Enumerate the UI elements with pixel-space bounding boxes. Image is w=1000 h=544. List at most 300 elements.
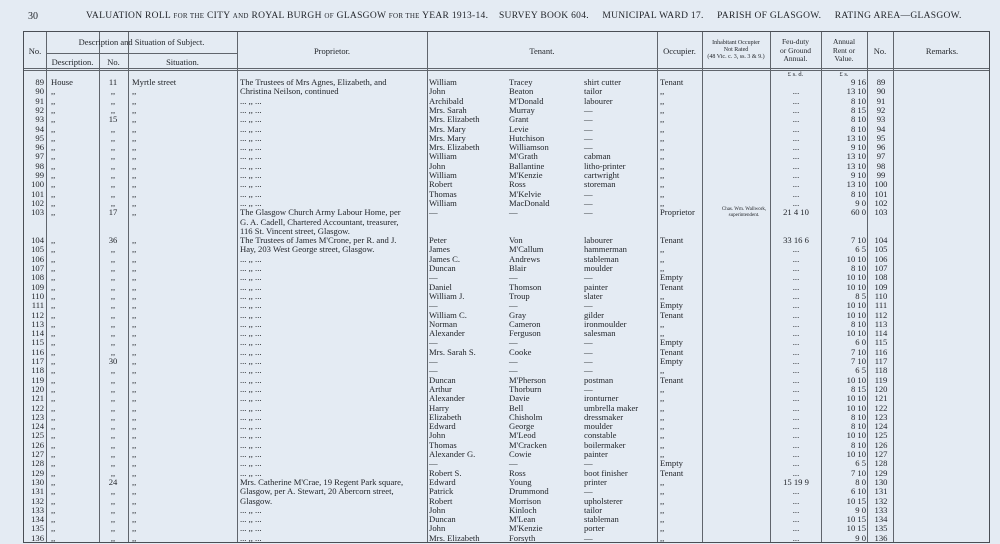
cell-prop: ... ,, ... <box>240 160 262 171</box>
survey-book: SURVEY BOOK 604. <box>498 11 589 21</box>
cell-occ: constable <box>584 430 617 441</box>
cell-occ: porter <box>584 523 605 534</box>
cell-desc: ,, <box>51 439 56 450</box>
cell-desc: ,, <box>51 328 56 339</box>
cell-no2: 93 <box>876 114 886 125</box>
cell-sur: Cameron <box>509 318 541 329</box>
cell-occupier: ,, <box>660 430 665 441</box>
cell-occ: — <box>584 104 593 115</box>
cell-occupier: Tenant <box>660 281 684 292</box>
factor-note: Chas. Wm. Wallwork, superintendent. <box>721 207 767 218</box>
cell-occ: — <box>584 132 593 143</box>
cell-prop: Hay, 203 West George street, Glasgow. <box>240 244 375 255</box>
title-for-the: FOR THE <box>173 12 205 20</box>
cell-occupier: ,, <box>660 170 665 180</box>
cell-first: Duncan <box>429 374 456 385</box>
cell-rent: 8 10 <box>850 421 866 432</box>
header-bottom-rule <box>24 68 989 69</box>
table-row <box>24 87 989 96</box>
cell-first: William <box>429 77 457 87</box>
cell-occ: — <box>584 123 593 134</box>
table-row <box>24 459 989 468</box>
cell-sur: Thorburn <box>509 383 542 394</box>
cell-rent: 10 10 <box>846 272 866 283</box>
cell-prop: ... ,, ... <box>240 290 262 301</box>
cell-first: James <box>429 244 451 255</box>
table-row <box>24 115 989 124</box>
cell-no2: 134 <box>874 514 888 525</box>
cell-no: 121 <box>31 393 44 404</box>
cell-feu: 21 4 10 <box>783 207 809 218</box>
cell-feu: ... <box>792 281 800 292</box>
cell-no: 113 <box>31 318 44 329</box>
cell-rent: 6 5 <box>855 244 866 255</box>
cell-dno: ,, <box>110 383 116 394</box>
cell-no2: 102 <box>874 197 888 208</box>
cell-rent: 13 10 <box>846 160 866 171</box>
municipal-ward: MUNICIPAL WARD 17. <box>602 11 704 21</box>
header-inhabitant-line1: Inhabitant Occupier <box>712 40 760 46</box>
cell-no: 120 <box>31 383 44 394</box>
cell-sur: Ballantine <box>509 160 545 171</box>
cell-desc: House <box>51 77 73 87</box>
cell-dno: ,, <box>110 300 116 311</box>
cell-sit: ,, <box>132 421 137 432</box>
cell-sur: George <box>509 421 535 432</box>
cell-no: 94 <box>35 123 44 134</box>
cell-feu: ... <box>792 439 800 450</box>
cell-occ: — <box>584 458 593 469</box>
header-inhabitant <box>702 40 770 61</box>
cell-sit: ,, <box>132 188 137 199</box>
cell-occ: salesman <box>584 328 616 339</box>
cell-occ: ironmoulder <box>584 318 627 329</box>
cell-desc: ,, <box>51 300 56 311</box>
cell-sit: ,, <box>132 449 137 459</box>
cell-rent: 13 10 <box>846 179 866 190</box>
table-row <box>24 208 989 217</box>
header-rent-line1: Annual <box>832 37 856 46</box>
cell-no: 106 <box>31 253 44 264</box>
cell-dno: ,, <box>110 86 116 97</box>
cell-occ: slater <box>584 290 603 301</box>
cell-occ: cartwright <box>584 170 620 180</box>
cell-no2: 101 <box>874 188 888 199</box>
cell-occ: dressmaker <box>584 411 624 422</box>
title-of: OF <box>324 12 334 20</box>
cell-sit: ,, <box>132 476 137 487</box>
cell-desc: ,, <box>51 467 56 478</box>
cell-prop: ... ,, ... <box>240 309 262 320</box>
cell-sit: ,, <box>132 532 137 543</box>
cell-occupier: ,, <box>660 365 665 376</box>
cell-no: 103 <box>31 207 44 218</box>
cell-feu: ... <box>792 467 800 478</box>
cell-occ: boot finisher <box>584 467 628 478</box>
cell-no: 102 <box>31 197 44 208</box>
cell-dno: ,, <box>110 290 116 301</box>
header-rent-line2: Rent or <box>832 45 856 55</box>
header-situation: Situation. <box>166 57 199 67</box>
cell-sur: Bell <box>509 402 524 413</box>
cell-prop: ... ,, ... <box>240 532 262 543</box>
header-proprietor: Proprietor. <box>313 46 351 56</box>
cell-feu: ... <box>792 151 800 162</box>
cell-desc: ,, <box>51 309 56 320</box>
cell-no2: 123 <box>874 411 888 422</box>
cell-dno: ,, <box>110 309 116 320</box>
cell-rent: 7 10 <box>850 356 866 366</box>
cell-first: Mrs. Mary <box>429 132 466 143</box>
cell-rent: 10 15 <box>846 514 866 525</box>
cell-desc: ,, <box>51 523 56 534</box>
cell-feu: ... <box>792 132 800 143</box>
table-row <box>24 190 989 199</box>
cell-rent: 10 10 <box>846 449 866 459</box>
cell-rent: 10 10 <box>846 309 866 320</box>
cell-first: William C. <box>429 309 467 320</box>
cell-occupier: Empty <box>660 458 683 469</box>
cell-desc: ,, <box>51 179 56 190</box>
cell-prop: ... ,, ... <box>240 383 262 394</box>
cell-no: 104 <box>31 235 44 246</box>
cell-no: 93 <box>35 114 44 125</box>
cell-no: 95 <box>35 132 44 143</box>
table-row <box>24 180 989 189</box>
cell-desc: ,, <box>51 449 56 459</box>
cell-no: 90 <box>35 86 44 97</box>
cell-dno: ,, <box>110 160 116 171</box>
cell-occupier: Tenant <box>660 309 684 320</box>
cell-first: — <box>429 300 438 311</box>
cell-no2: 129 <box>874 467 888 478</box>
cell-desc: ,, <box>51 504 56 515</box>
cell-feu: ... <box>792 188 800 199</box>
cell-occ: postman <box>584 374 614 385</box>
cell-first: Daniel <box>429 281 452 292</box>
cell-no: 126 <box>31 439 44 450</box>
cell-desc: ,, <box>51 514 56 525</box>
cell-sur: Cowie <box>509 449 532 459</box>
cell-occupier: Tenant <box>660 374 684 385</box>
table-row <box>24 255 989 264</box>
parish: PARISH OF GLASGOW. <box>717 11 822 21</box>
cell-dno: ,, <box>110 272 116 283</box>
cell-occ: — <box>584 188 593 199</box>
cell-prop: ... ,, ... <box>240 439 262 450</box>
cell-desc: ,, <box>51 207 56 218</box>
cell-occ: gilder <box>584 309 605 320</box>
cell-sur: Davie <box>509 393 530 404</box>
cell-dno: ,, <box>110 253 116 264</box>
cell-first: Edward <box>429 421 456 432</box>
cell-dno: ,, <box>110 337 116 348</box>
cell-desc: ,, <box>51 272 56 283</box>
table-row <box>24 273 989 282</box>
cell-sur: M'Grath <box>509 151 538 162</box>
cell-first: Mrs. Sarah S. <box>429 346 476 357</box>
cell-feu: ... <box>792 458 800 469</box>
cell-no: 116 <box>31 346 44 357</box>
cell-occ: cabman <box>584 151 611 162</box>
cell-sur: M'Kenzie <box>509 170 543 180</box>
cell-no: 96 <box>35 142 44 153</box>
cell-prop: ... ,, ... <box>240 411 262 422</box>
cell-sur: Morrison <box>509 495 541 506</box>
cell-prop: ... ,, ... <box>240 374 262 385</box>
cell-no: 101 <box>31 188 44 199</box>
cell-first: John <box>429 523 446 534</box>
cell-dno: ,, <box>110 532 116 543</box>
cell-first: Mrs. Mary <box>429 123 466 134</box>
roll-title <box>86 11 962 21</box>
header-no-2: No. <box>873 46 887 56</box>
cell-occupier: Tenant <box>660 77 684 87</box>
cell-sit: ,, <box>132 402 137 413</box>
cell-occ: ironturner <box>584 393 619 404</box>
cell-no: 130 <box>31 476 44 487</box>
cell-first: James C. <box>429 253 461 264</box>
cell-desc: ,, <box>51 495 56 506</box>
cell-sur: M'Lean <box>509 514 536 525</box>
cell-occ: — <box>584 346 593 357</box>
cell-sit: ,, <box>132 356 137 366</box>
cell-prop: ... ,, ... <box>240 467 262 478</box>
cell-feu: 15 19 9 <box>783 476 809 487</box>
header-occupier: Occupier. <box>663 46 696 56</box>
title-year: YEAR 1913-14. <box>422 11 489 21</box>
cell-dno: ,, <box>110 458 116 469</box>
cell-desc: ,, <box>51 86 56 97</box>
cell-no2: 95 <box>876 132 886 143</box>
cell-no2: 124 <box>874 421 888 432</box>
cell-prop: ... ,, ... <box>240 151 262 162</box>
cell-occupier: ,, <box>660 104 665 115</box>
cell-no: 105 <box>31 244 44 255</box>
table-row <box>24 441 989 450</box>
cell-feu: ... <box>792 104 800 115</box>
cell-no: 107 <box>31 263 44 273</box>
cell-rent: 10 15 <box>846 495 866 506</box>
cell-feu: ... <box>792 421 800 432</box>
cell-sur: Young <box>509 476 532 487</box>
cell-occupier: ,, <box>660 514 665 525</box>
cell-rent: 8 0 <box>855 476 866 487</box>
cell-prop: ... ,, ... <box>240 123 262 134</box>
cell-no2: 130 <box>874 476 888 487</box>
cell-dno: ,, <box>110 486 116 497</box>
cell-no2: 99 <box>876 170 886 180</box>
cell-occ: umbrella maker <box>584 402 639 413</box>
cell-desc: ,, <box>51 132 56 143</box>
cell-desc: ,, <box>51 123 56 134</box>
table-row <box>24 487 989 496</box>
cell-rent: 6 5 <box>855 365 866 376</box>
cell-no2: 109 <box>874 281 888 292</box>
cell-first: Mrs. Elizabeth <box>429 142 480 153</box>
cell-feu: ... <box>792 160 800 171</box>
cell-rent: 7 10 <box>850 346 866 357</box>
cell-rent: 13 10 <box>846 132 866 143</box>
cell-sur: Ferguson <box>509 328 541 339</box>
cell-sur: M'Pherson <box>509 374 546 385</box>
cell-occupier: ,, <box>660 253 665 264</box>
cell-first: Peter <box>429 235 447 246</box>
cell-no: 127 <box>31 449 44 459</box>
table-row <box>24 227 989 236</box>
cell-sit: ,, <box>132 235 137 246</box>
cell-prop: ... ,, ... <box>240 104 262 115</box>
cell-no2: 97 <box>876 151 886 162</box>
cell-occ: painter <box>584 449 608 459</box>
cell-dno: ,, <box>110 281 116 292</box>
header-description-situation: Description and Situation of Subject. <box>78 37 205 47</box>
cell-prop: The Trustees of James M'Crone, per R. and J. <box>240 235 397 246</box>
header-feu-line2: or Ground <box>779 45 812 55</box>
cell-no2: 100 <box>874 179 888 190</box>
cell-prop: ... ,, ... <box>240 328 262 339</box>
cell-occupier: Proprietor <box>660 207 695 218</box>
cell-desc: ,, <box>51 188 56 199</box>
cell-occupier: Empty <box>660 337 683 348</box>
cell-first: — <box>429 272 438 283</box>
cell-sur: M'Kelvie <box>509 188 542 199</box>
cell-prop: The Glasgow Church Army Labour Home, per <box>240 207 401 218</box>
cell-rent: 8 10 <box>850 123 866 134</box>
cell-no2: 98 <box>876 160 886 171</box>
cell-feu: ... <box>792 318 800 329</box>
table-row <box>24 245 989 254</box>
cell-no: 118 <box>31 365 44 376</box>
cell-no2: 136 <box>874 532 888 543</box>
cell-sur: Gray <box>509 309 527 320</box>
cell-feu: ... <box>792 309 800 320</box>
cell-desc: ,, <box>51 235 56 246</box>
cell-feu: ... <box>792 123 800 134</box>
cell-no: 108 <box>31 272 44 283</box>
cell-occ: — <box>584 272 593 283</box>
cell-feu: ... <box>792 495 800 506</box>
table-row <box>24 236 989 245</box>
cell-occupier: ,, <box>660 179 665 190</box>
cell-prop: ... ,, ... <box>240 504 262 515</box>
cell-feu: ... <box>792 179 800 190</box>
cell-rent: 8 10 <box>850 318 866 329</box>
cell-no2: 132 <box>874 495 888 506</box>
table-row <box>24 515 989 524</box>
table-row <box>24 524 989 533</box>
cell-prop: ... ,, ... <box>240 300 262 311</box>
cell-no2: 128 <box>874 458 888 469</box>
table-row <box>24 413 989 422</box>
header-feu-line3: Annual. <box>783 54 808 63</box>
cell-no: 128 <box>31 458 44 469</box>
cell-occupier: ,, <box>660 197 665 208</box>
cell-feu: ... <box>792 86 800 97</box>
cell-first: John <box>429 504 446 515</box>
cell-rent: 6 5 <box>855 458 866 469</box>
cell-sur: Ross <box>509 179 526 190</box>
cell-prop: ... ,, ... <box>240 402 262 413</box>
table-row <box>24 152 989 161</box>
cell-occupier: Tenant <box>660 235 684 246</box>
cell-occupier: ,, <box>660 393 665 404</box>
cell-dno: 24 <box>108 476 118 487</box>
cell-sur: — <box>509 272 518 283</box>
cell-occ: — <box>584 532 593 543</box>
cell-feu: ... <box>792 523 800 534</box>
cell-feu: ... <box>792 170 800 180</box>
cell-feu: 33 16 6 <box>783 235 809 246</box>
cell-desc: ,, <box>51 374 56 385</box>
cell-rent: 6 10 <box>850 486 866 497</box>
cell-feu: ... <box>792 346 800 357</box>
cell-sit: ,, <box>132 132 137 143</box>
cell-dno: ,, <box>110 318 116 329</box>
cell-no2: 91 <box>876 95 886 106</box>
cell-dno: ,, <box>110 197 116 208</box>
cell-desc: ,, <box>51 402 56 413</box>
cell-rent: 7 10 <box>850 467 866 478</box>
cell-desc: ,, <box>51 318 56 329</box>
cell-prop: ... ,, ... <box>240 514 262 525</box>
table-row <box>24 338 989 347</box>
cell-prop: ... ,, ... <box>240 179 262 190</box>
cell-sit: ,, <box>132 439 137 450</box>
cell-sit: ,, <box>132 300 137 311</box>
cell-no: 122 <box>31 402 44 413</box>
cell-sur: Forsyth <box>509 532 536 543</box>
table-row <box>24 162 989 171</box>
cell-sit: ,, <box>132 207 137 218</box>
cell-rent: 8 5 <box>855 290 866 301</box>
cell-sit: ,, <box>132 365 137 376</box>
cell-desc: ,, <box>51 263 56 273</box>
cell-rent: 8 15 <box>850 104 866 115</box>
header-description: Description. <box>51 57 94 67</box>
cell-no2: 121 <box>874 393 888 404</box>
cell-dno: ,, <box>110 467 116 478</box>
cell-occ: hammerman <box>584 244 627 255</box>
cell-sit: ,, <box>132 160 137 171</box>
cell-rent: 10 10 <box>846 393 866 404</box>
cell-dno: ,, <box>110 411 116 422</box>
cell-dno: ,, <box>110 495 116 506</box>
cell-sur: — <box>509 356 518 366</box>
table-row <box>24 376 989 385</box>
cell-first: John <box>429 430 446 441</box>
cell-sur: Tracey <box>509 77 533 87</box>
cell-sit: ,, <box>132 458 137 469</box>
cell-desc: ,, <box>51 356 56 366</box>
cell-desc: ,, <box>51 411 56 422</box>
cell-no2: 125 <box>874 430 888 441</box>
cell-prop: ... ,, ... <box>240 95 262 106</box>
cell-rent: 9 0 <box>855 504 866 515</box>
cell-desc: ,, <box>51 532 56 543</box>
cell-desc: ,, <box>51 253 56 264</box>
cell-occupier: ,, <box>660 142 665 153</box>
cell-desc: ,, <box>51 290 56 301</box>
cell-first: Thomas <box>429 188 457 199</box>
cell-occupier: ,, <box>660 411 665 422</box>
cell-occupier: ,, <box>660 421 665 432</box>
cell-desc: ,, <box>51 383 56 394</box>
cell-prop: ... ,, ... <box>240 458 262 469</box>
cell-prop: Mrs. Catherine M'Crae, 19 Regent Park square, <box>240 476 404 487</box>
cell-no: 115 <box>31 337 44 348</box>
cell-sit: ,, <box>132 253 137 264</box>
